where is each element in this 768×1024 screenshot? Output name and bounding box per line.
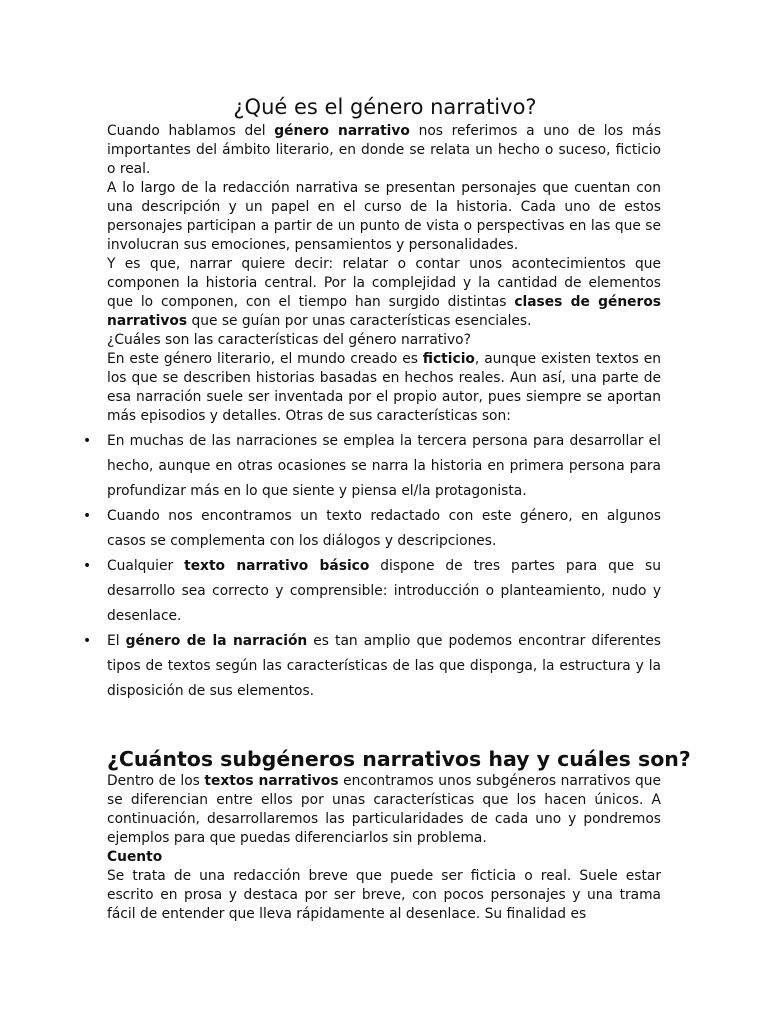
section-title-genero-narrativo: ¿Qué es el género narrativo? (233, 95, 537, 119)
text-run: En muchas de las narraciones se emplea la tercera persona para desarrollar el hecho, aunque en otras ocasiones se narra la historia en primera persona para profundizar más en lo que siente y piensa el/la protagonista. (107, 433, 661, 499)
text-run: En este género literario, el mundo creado es (107, 351, 423, 367)
list-item (83, 554, 661, 629)
paragraph-question: ¿Cuáles son las características del género narrativo? (107, 332, 471, 348)
bullet-icon: • (83, 433, 92, 449)
list-item (83, 429, 661, 504)
paragraph-subgeneros-intro (107, 772, 661, 848)
paragraph-caracteristicas (107, 350, 661, 426)
bold-term: textos narrativos (204, 773, 339, 789)
bullet-icon: • (83, 558, 92, 574)
characteristics-list-container (83, 429, 661, 704)
bold-term: género narrativo (274, 123, 410, 139)
bold-term: texto narrativo básico (184, 558, 370, 574)
section-title-subgeneros: ¿Cuántos subgéneros narrativos hay y cuáles son? (107, 747, 691, 771)
text-run: Dentro de los (107, 773, 205, 789)
bold-term: ficticio (422, 351, 475, 367)
text-run: , aunque existen textos en los que se describen historias basadas en hechos reales. Aun así, una parte de esa narración suele ser inventada por el propio autor, pues siempre se aportan más episodios y detalles. Otras de sus características son: (107, 351, 661, 424)
list-item (83, 504, 661, 554)
paragraph-cuento: Se trata de una redacción breve que puede ser ficticia o real. Suele estar escrito en prosa y destaca por ser breve, con pocos personajes y una trama fácil de entender que lleva rápidamente al desenlace. Su finalidad es (107, 868, 661, 922)
text-run: es tan amplio que podemos encontrar diferentes tipos de textos según las características de las que disponga, la estructura y la disposición de sus elementos. (107, 633, 661, 699)
text-run: Cuando hablamos del (107, 123, 275, 139)
paragraph-narrar (107, 255, 661, 331)
paragraph-intro (107, 122, 661, 179)
text-run: El (107, 633, 126, 649)
list-item (83, 629, 661, 704)
section1-body (107, 122, 661, 426)
bullet-icon: • (83, 508, 92, 524)
text-run: dispone de tres partes para que su desarrollo sea correcto y comprensible: introducción o planteamiento, nudo y desenlace. (107, 558, 661, 624)
text-run: Cualquier (107, 558, 185, 574)
bullet-icon: • (83, 633, 92, 649)
text-run: que se guían por unas características esenciales. (187, 313, 532, 329)
bold-term: clases de géneros narrativos (107, 294, 662, 329)
text-run: encontramos unos subgéneros narrativos que se diferencian entre ellos por unas características que los hacen únicos. A continuación, desarrollaremos las particularidades de cada uno y pondremos ejemplos para que puedas diferenciarlos sin problema. (107, 773, 661, 846)
paragraph-personajes: A lo largo de la redacción narrativa se presentan personajes que cuentan con una descripción y un papel en el curso de la historia. Cada uno de estos personajes participan a partir de un punto de vista o perspectivas en las que se involucran sus emociones, pensamientos y personalidades. (107, 180, 661, 253)
document-content (83, 92, 691, 922)
section2-body (107, 772, 661, 924)
subheading-cuento: Cuento (107, 849, 163, 865)
text-run: Y es que, narrar quiere decir: relatar o contar unos acontecimientos que componen la historia central. Por la complejidad y la cantidad de elementos que lo componen, con el tiempo han surgido distintas (107, 256, 661, 310)
text-run: Cuando nos encontramos un texto redactado con este género, en algunos casos se complementa con los diálogos y descripciones. (107, 508, 661, 549)
characteristics-list (83, 429, 661, 704)
bold-term: género de la narración (125, 633, 308, 649)
text-run: nos referimos a uno de los más importantes del ámbito literario, en donde se relata un hecho o suceso, ficticio o real. (107, 123, 662, 177)
